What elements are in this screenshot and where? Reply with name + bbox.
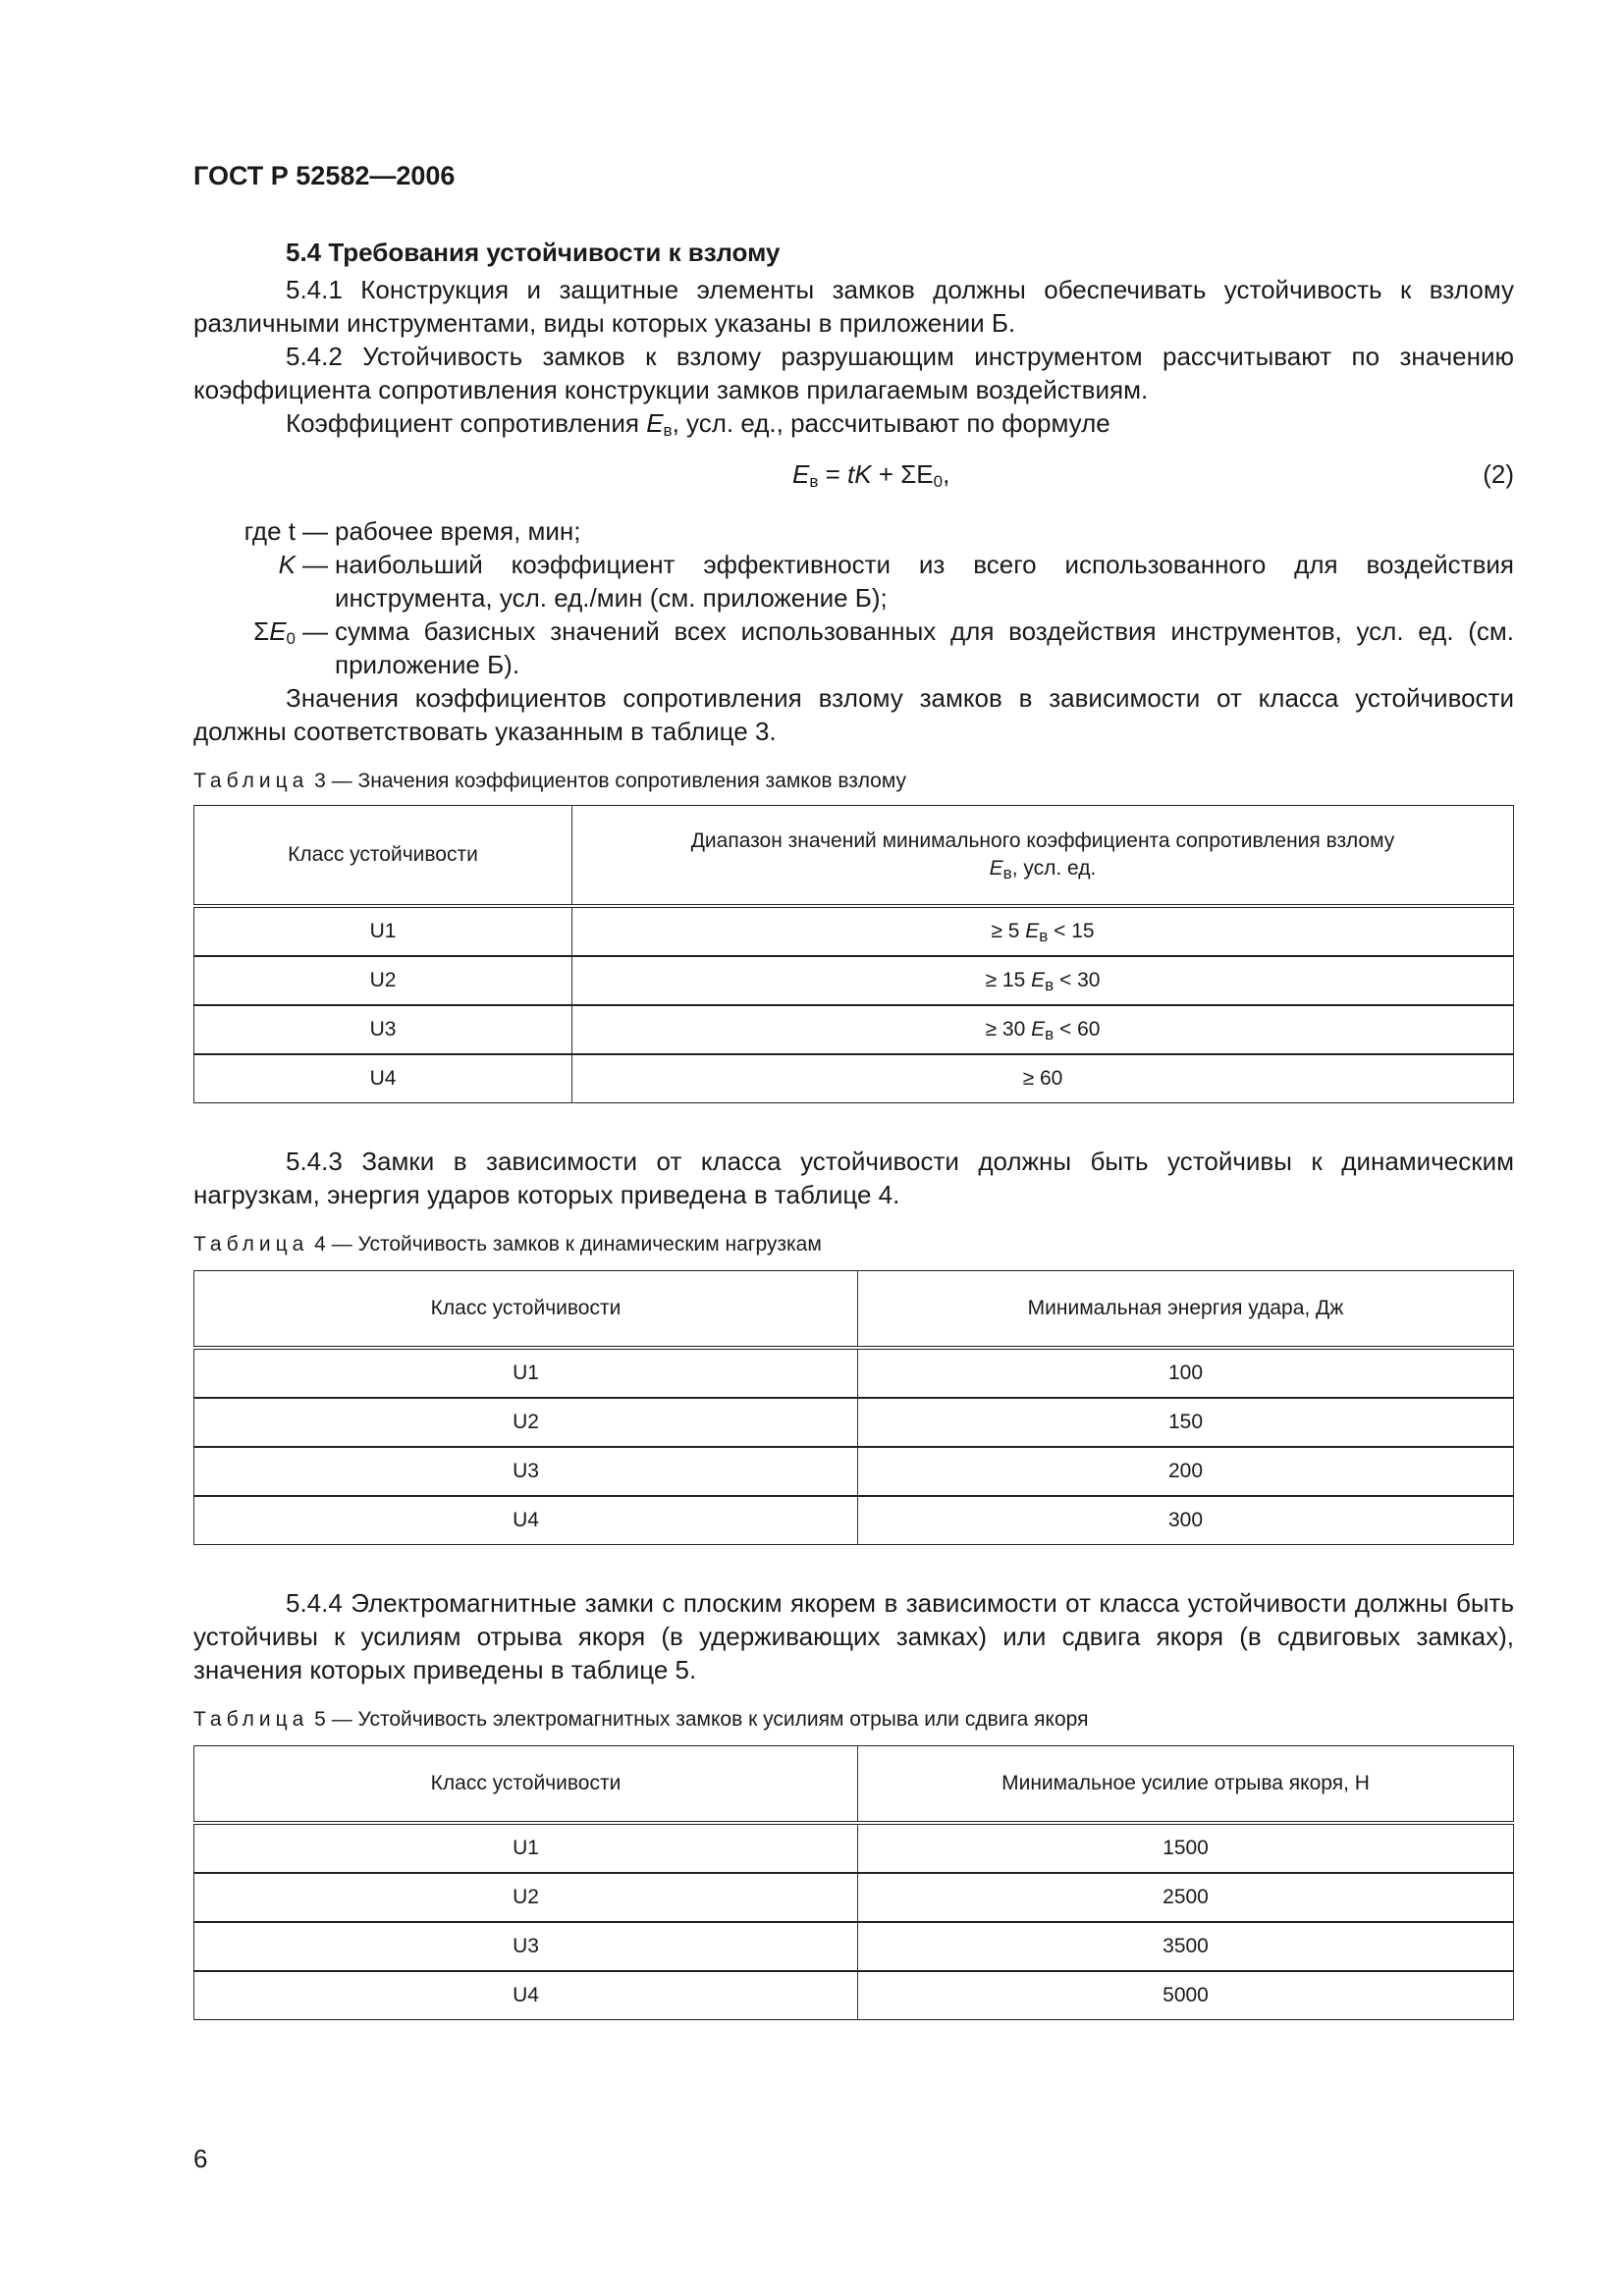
formula-k: K (854, 459, 872, 489)
table-row (194, 1922, 1514, 1971)
class-cell: U4 (194, 1496, 858, 1545)
header-symbol: E (989, 857, 1003, 880)
table-row (194, 1971, 1514, 2020)
formula-2 (193, 444, 1514, 507)
class-cell: U2 (194, 1398, 858, 1447)
page-number: 6 (193, 2144, 208, 2173)
legend-row-k (193, 548, 1514, 614)
paragraph-5-4-1: 5.4.1 Конструкция и защитные элементы замков должны обеспечивать устойчивость к взлому различными инструментами, виды которых указаны в приложении Б. (193, 275, 1514, 338)
value-cell: 200 (858, 1447, 1514, 1496)
formula-legend (193, 514, 1514, 681)
table-row (194, 1873, 1514, 1922)
paragraph-5-4-2: 5.4.2 Устойчивость замков к взлому разрушающим инструментом рассчитывают по значению коэффициента сопротивления конструкции замков прилагаемым воздействиям. (193, 342, 1514, 404)
class-cell: U3 (194, 1005, 572, 1054)
legend-text: сумма базисных значений всех использованных для воздействия инструментов, усл. ед. (см. приложение Б). (335, 616, 1514, 679)
legend-symbol: $\Sigma E_0$ (253, 616, 296, 648)
table5 (193, 1745, 1514, 2020)
value-cell: 300 (858, 1496, 1514, 1545)
header-sub: в (1002, 864, 1012, 882)
class-cell: U1 (194, 1823, 858, 1873)
caption-word: Таблица (193, 1233, 309, 1255)
table5-caption (193, 1706, 1514, 1734)
paragraph-5-4-3: 5.4.3 Замки в зависимости от класса устойчивости должны быть устойчивы к динамическим нагрузкам, энергия ударов которых приведена в таблице 4. (193, 1147, 1514, 1209)
paragraph-coefficient-intro (193, 406, 1514, 440)
caption-word: Таблица (193, 770, 309, 792)
range-cell: ≥ 15 $E_в < 30$ (572, 956, 1514, 1005)
text: , усл. ед., рассчитывают по формуле (672, 408, 1110, 438)
column-header (572, 806, 1514, 907)
formula-sub0: 0 (933, 472, 944, 491)
legend-symbol: где t (243, 516, 296, 546)
caption-text: 3 — Значения коэффициентов сопротивления замков взлому (308, 770, 907, 792)
formula-t: t (847, 459, 855, 489)
caption-text: 5 — Устойчивость электромагнитных замков к усилиям отрыва или сдвига якоря (308, 1708, 1089, 1731)
legend-dash: — (302, 616, 328, 646)
range-cell: ≥ 5 $E_в < 15$ (572, 906, 1514, 956)
table-row (194, 906, 1514, 956)
formula-comma: , (943, 459, 950, 489)
legend-row-t (91, 514, 1514, 548)
formula-number: (2) (1483, 459, 1514, 489)
table3 (193, 805, 1514, 1103)
formula-eq: = (818, 459, 848, 489)
table-row (194, 1447, 1514, 1496)
header-unit: , усл. ед. (1011, 857, 1097, 880)
table4 (193, 1270, 1514, 1545)
column-header: Минимальная энергия удара, Дж (858, 1271, 1514, 1349)
range-cell: ≥ 30 $E_в < 60$ (572, 1005, 1514, 1054)
value-cell: 3500 (858, 1922, 1514, 1971)
value-cell: 100 (858, 1348, 1514, 1398)
column-header: Минимальное усилие отрыва якоря, Н (858, 1746, 1514, 1824)
column-header: Класс устойчивости (194, 806, 572, 907)
legend-row-sum-e0 (193, 614, 1514, 681)
legend-symbol-k: K (278, 550, 296, 579)
caption-word: Таблица (193, 1708, 309, 1731)
table-row (194, 1005, 1514, 1054)
table-row (194, 1398, 1514, 1447)
value-cell: 150 (858, 1398, 1514, 1447)
section-title: 5.4 Требования устойчивости к взлому (286, 238, 781, 267)
class-cell: U4 (194, 1054, 572, 1103)
class-cell: U1 (194, 906, 572, 956)
legend-symbol (193, 548, 296, 614)
table-header-row (194, 1271, 1514, 1349)
caption-text: 4 — Устойчивость замков к динамическим нагрузкам (308, 1233, 822, 1255)
table3-caption (193, 768, 1514, 795)
table-row (194, 1823, 1514, 1873)
class-cell: U3 (194, 1447, 858, 1496)
header-text: Диапазон значений минимального коэффициента сопротивления взлому (690, 829, 1395, 852)
range-cell: ≥ 60 (572, 1054, 1514, 1103)
formula-lhs-sub: в (809, 472, 819, 491)
formula-expression (792, 457, 949, 491)
table-header-row (194, 806, 1514, 907)
value-cell: 2500 (858, 1873, 1514, 1922)
class-cell: U2 (194, 1873, 858, 1922)
column-header: Класс устойчивости (194, 1746, 858, 1824)
legend-text: наибольший коэффициент эффективности из всего использованного для воздействия инструмента, усл. ед./мин (см. приложение Б); (335, 550, 1514, 613)
symbol: E (646, 408, 664, 438)
class-cell: U2 (194, 956, 572, 1005)
table-row (194, 1496, 1514, 1545)
paragraph-5-4-4: 5.4.4 Электромагнитные замки с плоским якорем в зависимости от класса устойчивости должны быть устойчивы к усилиям отрыва якоря (в удерживающих замках) или сдвига якоря (в сдвиговых замках), значения которых приведены в таблице 5. (193, 1588, 1514, 1684)
document-header: ГОСТ Р 52582—2006 (193, 161, 456, 190)
table4-caption (193, 1231, 1514, 1258)
legend-text: рабочее время, мин; (335, 516, 581, 546)
paragraph-values: Значения коэффициентов сопротивления взлому замков в зависимости от класса устойчивости должны соответствовать указанным в таблице 3. (193, 683, 1514, 746)
legend-dash: — (302, 550, 328, 579)
class-cell: U4 (194, 1971, 858, 2020)
value-cell: 1500 (858, 1823, 1514, 1873)
column-header: Класс устойчивости (194, 1271, 858, 1349)
table-header-row (194, 1746, 1514, 1824)
subscript: в (663, 421, 673, 440)
formula-lhs: E (792, 459, 810, 489)
page-content (193, 236, 1514, 2020)
value-cell: 5000 (858, 1971, 1514, 2020)
class-cell: U1 (194, 1348, 858, 1398)
class-cell: U3 (194, 1922, 858, 1971)
legend-dash: — (302, 516, 328, 546)
table-row (194, 956, 1514, 1005)
table-row (194, 1348, 1514, 1398)
text: Коэффициент сопротивления (286, 408, 647, 438)
table-row (194, 1054, 1514, 1103)
formula-sigma: + ΣE (871, 459, 934, 489)
